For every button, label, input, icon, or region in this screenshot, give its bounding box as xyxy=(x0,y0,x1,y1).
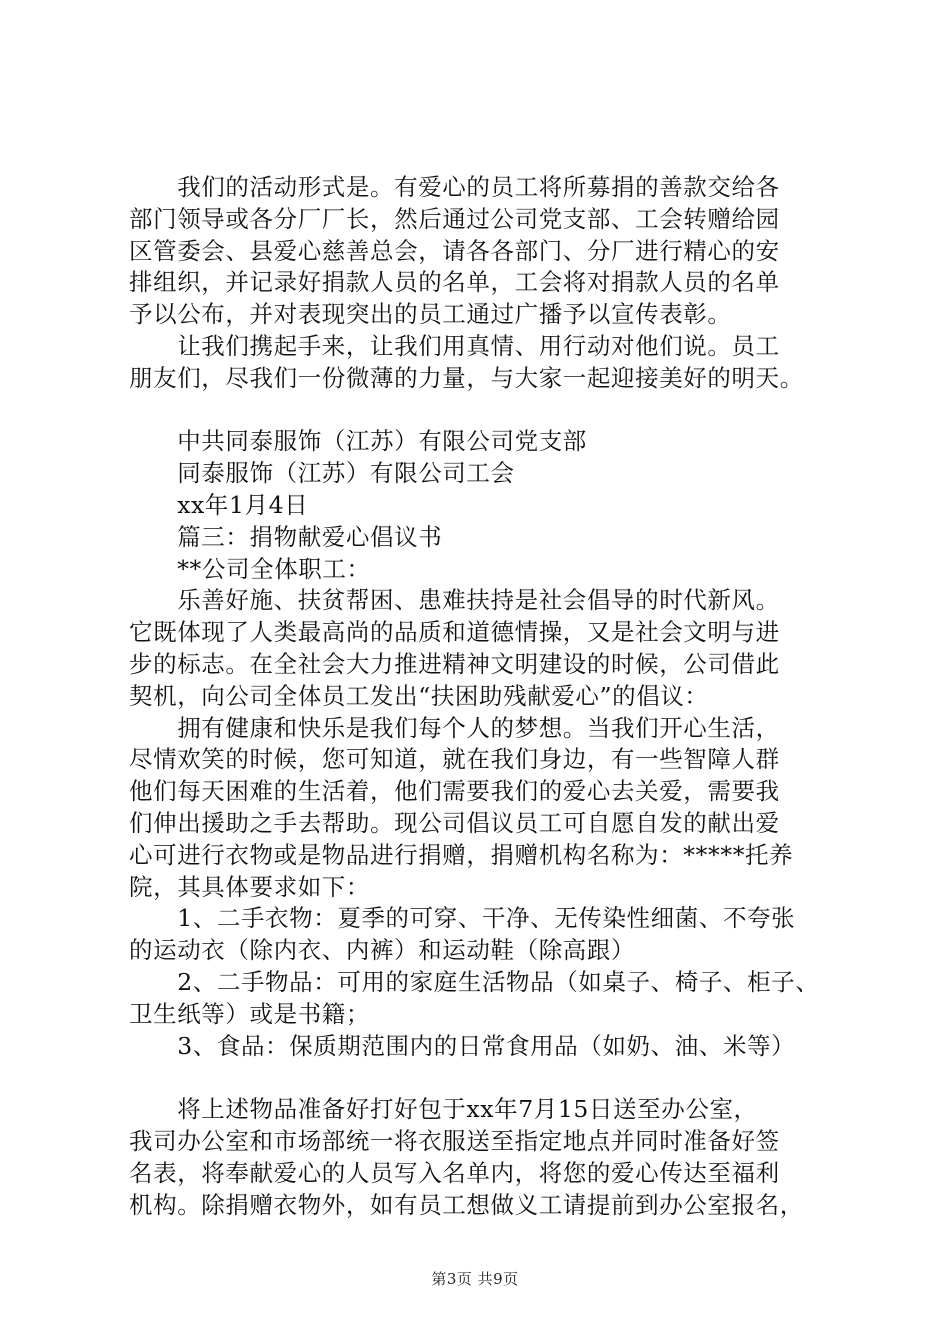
section-heading: 篇三：捐物献爱心倡议书 xyxy=(129,522,443,551)
text-line: 区管委会、县爱心慈善总会，请各各部门、分厂进行精心的安 xyxy=(129,236,780,265)
text-line: 他们每天困难的生活着，他们需要我们的爱心去关爱，需要我 xyxy=(129,777,780,806)
text-line: 朋友们，尽我们一份微薄的力量，与大家一起迎接美好的明天。 xyxy=(129,363,804,392)
text-line: 它既体现了人类最高尚的品质和道德情操，又是社会文明与进 xyxy=(129,618,780,647)
text-line: 乐善好施、扶贫帮困、患难扶持是社会倡导的时代新风。 xyxy=(129,586,780,615)
document-body xyxy=(129,172,829,1221)
salutation: **公司全体职工： xyxy=(129,554,371,583)
list-item: 3、食品：保质期范围内的日常食用品（如奶、油、米等） xyxy=(129,1031,796,1060)
text-line: 部门领导或各分厂厂长，然后通过公司党支部、工会转赠给园 xyxy=(129,204,780,233)
list-item-continuation: 卫生纸等）或是书籍； xyxy=(129,999,370,1028)
text-line: 拥有健康和快乐是我们每个人的梦想。当我们开心生活， xyxy=(129,713,780,742)
text-line: 我们的活动形式是。有爱心的员工将所募捐的善款交给各 xyxy=(129,173,780,201)
text-line: 步的标志。在全社会大力推进精神文明建设的时候，公司借此 xyxy=(129,649,780,678)
signature-party-branch: 中共同泰服饰（江苏）有限公司党支部 xyxy=(129,427,587,456)
page-number-footer: 第3页 共9页 xyxy=(431,1270,519,1288)
blank-line xyxy=(129,395,829,427)
text-line: 名表，将奉献爱心的人员写入名单内，将您的爱心传达至福利 xyxy=(129,1158,780,1187)
text-line: 尽情欢笑的时候，您可知道，就在我们身边，有一些智障人群 xyxy=(129,745,780,774)
text-line: 机构。除捐赠衣物外，如有员工想做义工请提前到办公室报名， xyxy=(129,1190,804,1219)
text-line: 我司办公室和市场部统一将衣服送至指定地点并同时准备好签 xyxy=(129,1126,780,1155)
blank-line xyxy=(129,1062,829,1094)
text-line: 院，其具体要求如下： xyxy=(129,872,370,901)
text-line: 们伸出援助之手去帮助。现公司倡议员工可自愿自发的献出爱 xyxy=(129,808,780,837)
text-line: 心可进行衣物或是物品进行捐赠，捐赠机构名称为：*****托养 xyxy=(129,840,794,869)
text-line: 让我们携起手来，让我们用真情、用行动对他们说。员工 xyxy=(129,331,780,360)
signature-union: 同泰服饰（江苏）有限公司工会 xyxy=(129,459,515,488)
list-item: 1、二手衣物：夏季的可穿、干净、无传染性细菌、不夸张 xyxy=(129,904,796,933)
text-line: 予以公布，并对表现突出的员工通过广播予以宣传表彰。 xyxy=(129,300,732,329)
list-item-continuation: 的运动衣（除内衣、内裤）和运动鞋（除高跟） xyxy=(129,936,636,965)
list-item: 2、二手物品：可用的家庭生活物品（如桌子、椅子、柜子、 xyxy=(129,967,820,996)
text-line: 排组织，并记录好捐款人员的名单，工会将对捐款人员的名单 xyxy=(129,268,780,297)
text-line: 将上述物品准备好打好包于xx年7月15日送至办公室， xyxy=(129,1095,758,1124)
text-line: 契机，向公司全体员工发出“扶困助残献爱心”的倡议： xyxy=(129,681,709,710)
signature-date: xx年1月4日 xyxy=(129,490,309,519)
